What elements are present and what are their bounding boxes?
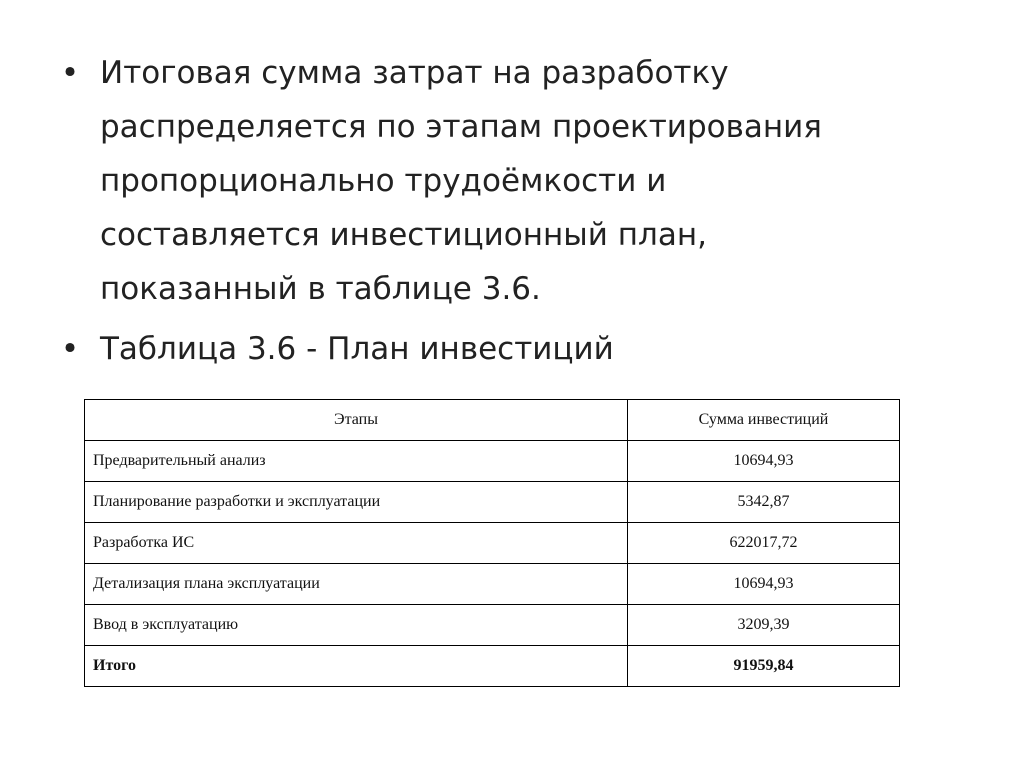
amount-cell: 10694,93 xyxy=(628,441,900,482)
table-row xyxy=(85,605,900,646)
table-row xyxy=(85,523,900,564)
table-row xyxy=(85,441,900,482)
bullet-item xyxy=(60,322,960,376)
stage-cell: Предварительный анализ xyxy=(85,441,628,482)
amount-cell: 3209,39 xyxy=(628,605,900,646)
table-row xyxy=(85,564,900,605)
bullet-list xyxy=(60,46,960,382)
bullet-line: Итоговая сумма затрат на разработку xyxy=(100,55,729,91)
bullet-item xyxy=(60,46,960,316)
stage-cell: Детализация плана эксплуатации xyxy=(85,564,628,605)
total-label-cell: Итого xyxy=(85,646,628,687)
total-amount-cell: 91959,84 xyxy=(628,646,900,687)
bullet-line: пропорционально трудоёмкости и xyxy=(100,163,667,199)
table-row xyxy=(85,482,900,523)
bullet-line: распределяется по этапам проектирования xyxy=(100,109,822,145)
amount-cell: 10694,93 xyxy=(628,564,900,605)
stage-cell: Планирование разработки и эксплуатации xyxy=(85,482,628,523)
amount-cell: 622017,72 xyxy=(628,523,900,564)
investment-table-container xyxy=(84,399,901,687)
column-header-amount: Сумма инвестиций xyxy=(628,400,900,441)
bullet-line: составляется инвестиционный план, xyxy=(100,217,707,253)
amount-cell: 5342,87 xyxy=(628,482,900,523)
bullet-dot-icon: • xyxy=(60,331,80,367)
investment-table xyxy=(84,399,900,687)
bullet-line: показанный в таблице 3.6. xyxy=(100,271,541,307)
bullet-dot-icon: • xyxy=(60,55,80,91)
table-caption: Таблица 3.6 - План инвестиций xyxy=(100,331,614,367)
stage-cell: Разработка ИС xyxy=(85,523,628,564)
column-header-stages: Этапы xyxy=(85,400,628,441)
table-total-row xyxy=(85,646,900,687)
stage-cell: Ввод в эксплуатацию xyxy=(85,605,628,646)
table-header-row xyxy=(85,400,900,441)
